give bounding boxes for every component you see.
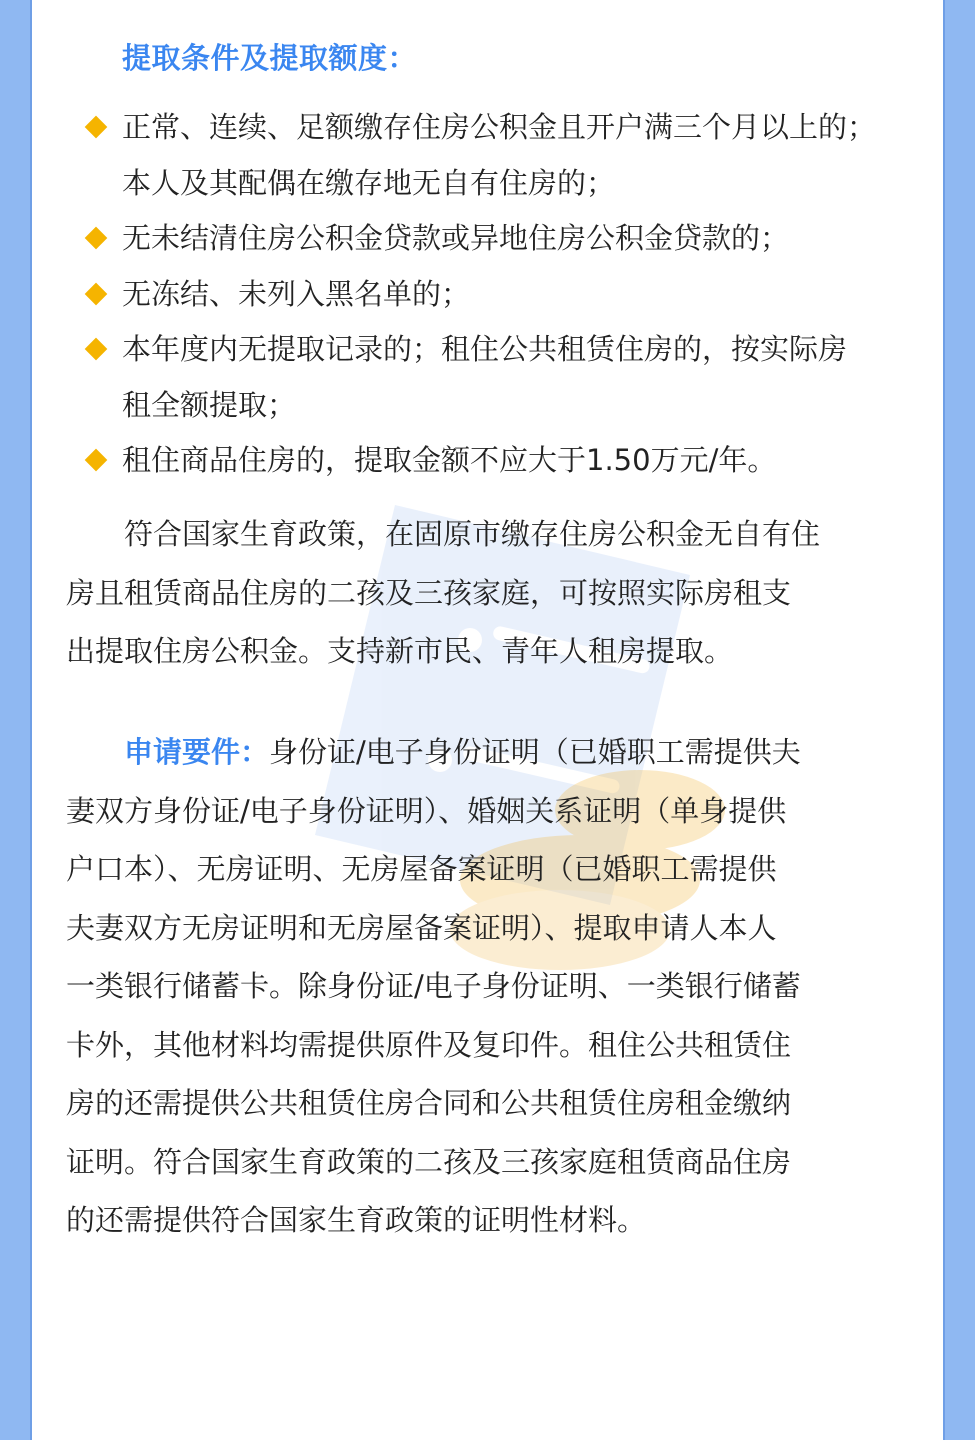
requirements-label: 申请要件： [124,735,270,769]
diamond-bullet-icon [85,227,108,250]
conditions-list [84,100,924,489]
diamond-bullet-icon [85,449,108,472]
requirements-paragraph: 申请要件：身份证/电子身份证明（已婚职工需提供夫 妻双方身份证/电子身份证明）、婚姻关系证明（单身提供 户口本）、无房证明、无房屋备案证明（已婚职工需提供 夫妻双方无房证明和无房屋备案证明）、提取申请人本人 一类银行储蓄卡。除身份证/电子身份证明、一类银行储蓄 卡外，其他材料均需提供原件及复印件。租住公共租赁住 房的还需提供公共租赁住房合同和公共租赁住房租金缴纳 证明。符合国家生育政策的二孩及三孩家庭租赁商品住房 的还需提供符合国家生育政策的证明性材料。 [66,735,801,1237]
list-item: 租住商品住房的，提取金额不应大于1.50万元/年。 [84,433,924,489]
list-item-continuation: 本人及其配偶在缴存地无自有住房的； [122,165,616,200]
diamond-bullet-icon [85,116,108,139]
policy-paragraph: 符合国家生育政策，在固原市缴存住房公积金无自有住 房且租赁商品住房的二孩及三孩家庭，可按照实际房租支 出提取住房公积金。支持新市民、青年人租房提取。 [66,517,821,668]
list-item: 无冻结、未列入黑名单的； [84,267,924,323]
conditions-heading: 提取条件及提取额度： [122,41,418,75]
list-item-continuation: 租全额提取； [122,387,297,422]
list-item: 无未结清住房公积金贷款或异地住房公积金贷款的； [84,211,924,267]
list-item: 正常、连续、足额缴存住房公积金且开户满三个月以上的； [84,100,924,156]
list-item: 本年度内无提取记录的；租住公共租赁住房的，按实际房 [84,322,924,378]
diamond-bullet-icon [85,338,108,361]
diamond-bullet-icon [85,282,108,305]
